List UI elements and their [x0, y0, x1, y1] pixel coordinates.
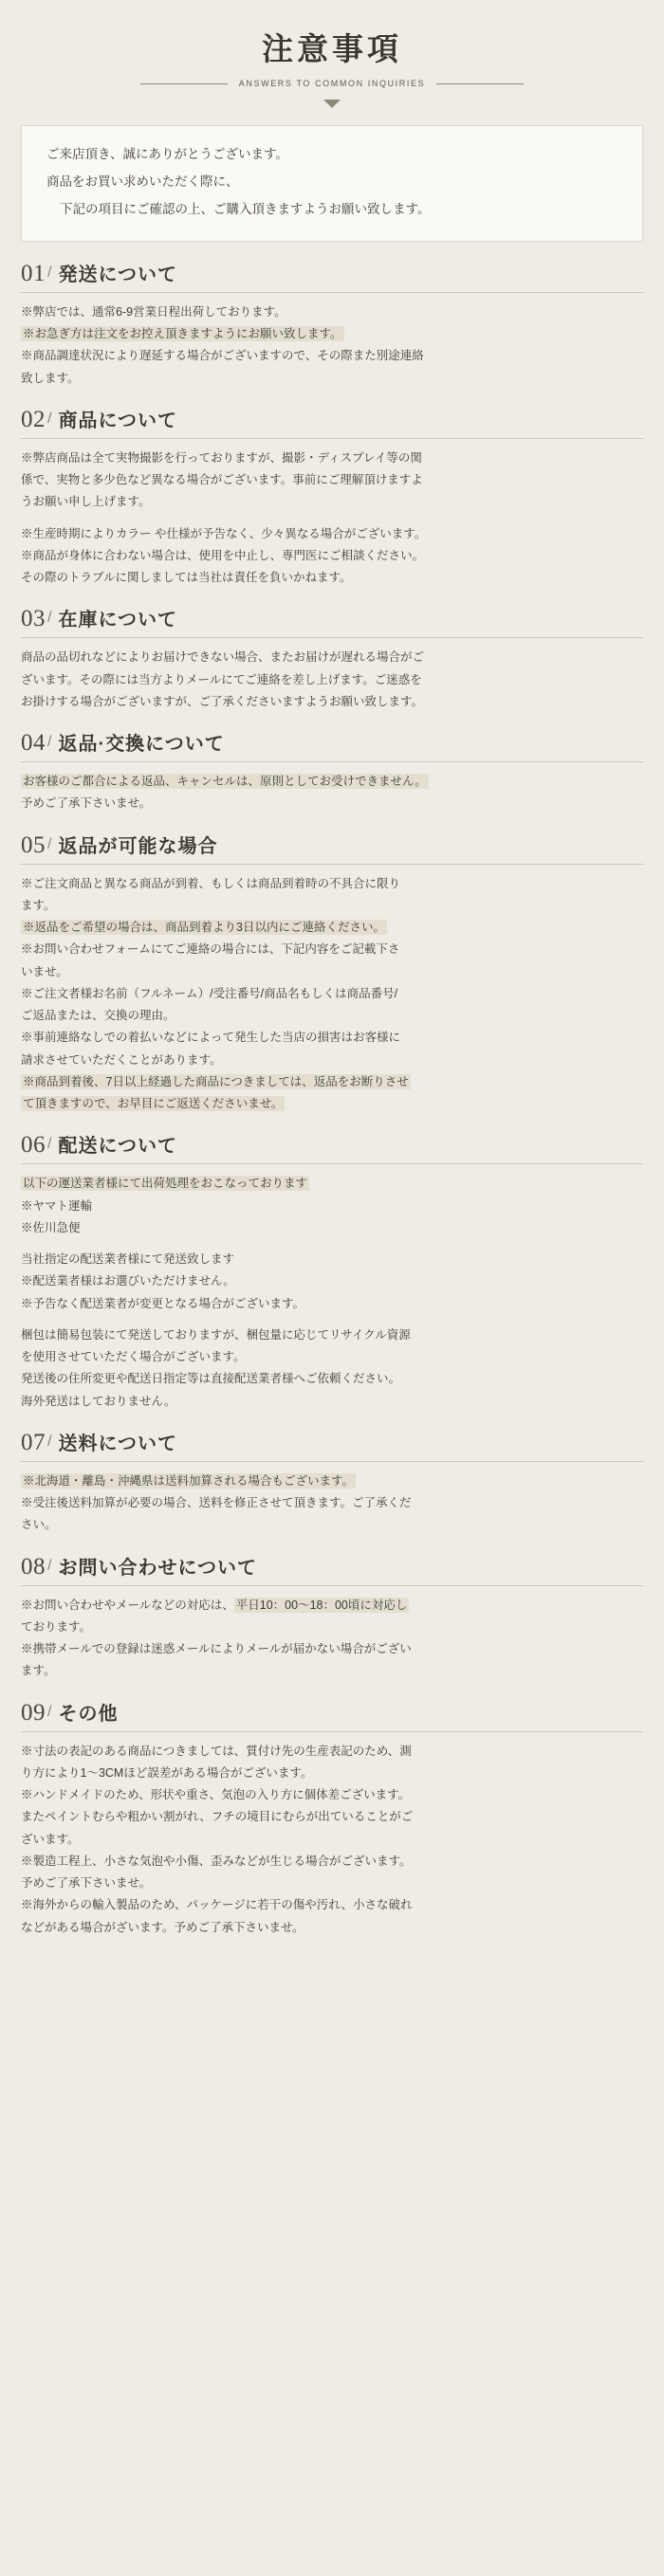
section-header — [21, 728, 643, 762]
section-line: ご返品または、交換の理由。 — [21, 1009, 175, 1023]
section-04 — [21, 711, 643, 813]
section-number: 08 — [21, 1553, 46, 1580]
section-line: ※ヤマト運輸 — [21, 1198, 93, 1213]
section-line: ※ご注文者様お名前（フルネーム）/受注番号/商品名もしくは商品番号/ — [21, 986, 398, 1000]
section-body — [21, 648, 643, 711]
section-09 — [21, 1681, 643, 1937]
section-03 — [21, 587, 643, 711]
section-line: お掛けする場合がございますが、ご了承くださいますようお願い致します。 — [21, 694, 424, 708]
section-line: うお願い申し上げます。 — [21, 495, 151, 509]
page-subtitle: ANSWERS TO COMMON INQUIRIES — [238, 79, 426, 88]
section-line: 当社指定の配送業者様にて発送致します — [21, 1252, 235, 1267]
section-number: 02 — [21, 406, 46, 432]
rule-left-decoration — [140, 83, 228, 84]
slash-decoration-icon: / — [47, 264, 52, 281]
intro-box — [21, 125, 643, 242]
section-line: 発送後の住所変更や配送日指定等は直接配送業者様へご依頼ください。 — [21, 1372, 401, 1386]
section-body — [21, 1596, 643, 1681]
section-line — [21, 918, 643, 937]
section-line — [21, 1174, 643, 1193]
section-02 — [21, 388, 643, 588]
section-line: 係で、実物と多少色など異なる場合がございます。事前にご理解頂けますよ — [21, 473, 423, 487]
section-line: ※製造工程上、小さな気泡や小傷、歪みなどが生じる場合がございます。 — [21, 1854, 412, 1868]
section-header — [21, 405, 643, 439]
section-body — [21, 1174, 643, 1411]
rule-right-decoration — [436, 83, 524, 84]
section-title: 商品について — [58, 410, 178, 431]
section-number: 01 — [21, 260, 46, 286]
section-line: ※携帯メールでの登録は迷惑メールによりメールが届かない場合がござい — [21, 1642, 412, 1656]
section-line: ます。 — [21, 1664, 56, 1678]
section-line: ※商品が身体に合わない場合は、使用を中止し、専門医にご相談ください。 — [21, 548, 425, 562]
section-title: 返品·交換について — [58, 734, 225, 756]
section-line: 商品の品切れなどによりお届けできない場合、またお届けが遅れる場合がご — [21, 650, 425, 665]
section-line: その際のトラブルに関しましては当社は責任を負いかねます。 — [21, 571, 352, 585]
section-07 — [21, 1411, 643, 1535]
section-line: 予めご了承下さいませ。 — [21, 1876, 152, 1891]
section-line: ※海外からの輸入製品のため、パッケージに若干の傷や汚れ、小さな破れ — [21, 1898, 413, 1912]
section-line: 海外発送はしておりません。 — [21, 1394, 176, 1408]
section-header — [21, 604, 643, 638]
section-title: 送料について — [58, 1433, 178, 1454]
section-line: ざいます。 — [21, 1832, 80, 1846]
section-06 — [21, 1113, 643, 1411]
section-08 — [21, 1535, 643, 1681]
section-line: を使用させていただく場合がございます。 — [21, 1350, 246, 1364]
section-header — [21, 1552, 643, 1586]
section-header — [21, 259, 643, 293]
section-line: などがある場合がざいます。予めご了承下さいませ。 — [21, 1920, 304, 1934]
section-line: またペイントむらや粗かい割がれ、フチの境目にむらが出ていることがご — [21, 1810, 414, 1824]
section-line: ※佐川急便 — [21, 1220, 81, 1234]
intro-line: 下記の項目にご確認の上、ご購入頂きますようお願い致します。 — [60, 201, 431, 216]
section-line: ※弊店商品は全て実物撮影を行っておりますが、撮影・ディスプレイ等の関 — [21, 450, 422, 465]
section-number: 05 — [21, 831, 46, 858]
section-number: 07 — [21, 1429, 46, 1455]
section-title: その他 — [58, 1703, 119, 1725]
section-header — [21, 1428, 643, 1462]
slash-decoration-icon: / — [47, 1433, 52, 1450]
section-title: 配送について — [58, 1136, 178, 1158]
intro-line: 商品をお買い求めいただく際に、 — [46, 174, 239, 189]
section-line: ざいます。その際には当方よりメールにてご連絡を差し上げます。ご迷惑を — [21, 672, 422, 686]
section-line: ※ご注文商品と異なる商品が到着、もしくは商品到着時の不具合に限り — [21, 876, 401, 890]
section-title: 在庫について — [58, 610, 178, 631]
section-line: いませ。 — [21, 964, 68, 978]
slash-decoration-icon: / — [47, 410, 52, 427]
section-line — [21, 772, 643, 791]
highlighted-text: ※返品をご希望の場合は、商品到着より3日以内にご連絡ください。 — [23, 921, 385, 935]
section-line: ※生産時期によりカラー や仕様が予告なく、少々異なる場合がございます。 — [21, 526, 427, 540]
section-number: 09 — [21, 1699, 46, 1726]
section-line: さい。 — [21, 1518, 57, 1532]
sections-container — [0, 242, 664, 1937]
section-number: 04 — [21, 730, 46, 757]
section-body — [21, 302, 643, 388]
section-body — [21, 874, 643, 1114]
section-line: ※予告なく配送業者が変更となる場合がございます。 — [21, 1296, 305, 1310]
section-header — [21, 1698, 643, 1732]
slash-decoration-icon: / — [47, 1703, 52, 1720]
section-body — [21, 1471, 643, 1535]
section-05 — [21, 813, 643, 1114]
section-number: 03 — [21, 606, 46, 632]
page-title: 注意事項 — [262, 33, 402, 67]
section-01 — [21, 242, 643, 388]
highlighted-text: ※商品到着後、7日以上経過した商品につきましては、返品をお断りさせ — [23, 1074, 409, 1088]
section-title: お問い合わせについて — [58, 1557, 258, 1579]
section-line: ※お問い合わせやメールなどの対応は、 平日10：00～18：00頃に対応し — [21, 1598, 408, 1612]
section-line: ※弊店では、通常6-9営業日程出荷しております。 — [21, 304, 286, 319]
section-body — [21, 448, 643, 588]
down-arrow-icon — [323, 100, 341, 108]
highlighted-text: ※北海道・離島・沖縄県は送料加算される場合もございます。 — [23, 1473, 355, 1488]
section-line: ※寸法の表記のある商品につきましては、質付け先の生産表記のため、測 — [21, 1744, 412, 1758]
highlighted-text: て頂きますので、お早目にご返送くださいませ。 — [23, 1097, 284, 1111]
slash-decoration-icon: / — [47, 1136, 52, 1153]
slash-decoration-icon: / — [47, 734, 52, 751]
section-line: 致します。 — [21, 371, 80, 385]
section-line: 予めご了承下さいませ。 — [21, 796, 152, 811]
section-line: ※お問い合わせフォームにてご連絡の場合には、下記内容をご記載下さ — [21, 942, 400, 957]
header-subtitle-row — [0, 79, 664, 88]
highlighted-text: 以下の運送業者様にて出荷処理をおこなっております — [23, 1177, 308, 1191]
slash-decoration-icon: / — [47, 1557, 52, 1574]
highlighted-text: ※お急ぎ方は注文をお控え頂きますようにお願い致します。 — [23, 327, 342, 341]
section-header — [21, 1130, 643, 1164]
section-line: ※受注後送料加算が必要の場合、送料を修正させて頂きます。ご了承くだ — [21, 1496, 412, 1510]
slash-decoration-icon: / — [47, 835, 52, 852]
section-line: り方により1～3CMほど誤差がある場合がございます。 — [21, 1765, 313, 1780]
section-line: ております。 — [21, 1619, 92, 1634]
section-body — [21, 1742, 643, 1937]
section-title: 発送について — [58, 264, 178, 285]
section-line: ※ハンドメイドのため、形状や重さ、気泡の入り方に個体差ございます。 — [21, 1788, 411, 1802]
section-number: 06 — [21, 1132, 46, 1159]
highlighted-text: お客様のご都合による返品、キャンセルは、原則としてお受けできません。 — [23, 775, 427, 789]
section-line: ます。 — [21, 898, 56, 912]
section-header — [21, 831, 643, 865]
highlighted-text: 平日10：00～18：00頃に対応し — [235, 1598, 408, 1612]
section-title: 返品が可能な場合 — [58, 835, 218, 857]
section-line — [21, 1072, 643, 1091]
section-body — [21, 772, 643, 813]
page-header — [0, 0, 664, 108]
section-line: ※事前連絡なしでの着払いなどによって発生した当店の損害はお客様に — [21, 1031, 401, 1045]
intro-line: ご来店頂き、誠にありがとうございます。 — [46, 147, 288, 161]
section-line: 請求させていただくことがあります。 — [21, 1052, 222, 1067]
section-line — [21, 1471, 643, 1490]
section-line: 梱包は簡易包装にて発送しておりますが、梱包量に応じてリサイクル資源 — [21, 1327, 411, 1342]
section-line: ※商品調達状況により遅延する場合がございますので、その際また別途連絡 — [21, 349, 424, 363]
section-line — [21, 324, 643, 343]
slash-decoration-icon: / — [47, 610, 52, 627]
section-line: ※配送業者様はお選びいただけません。 — [21, 1274, 235, 1288]
section-line — [21, 1094, 643, 1113]
